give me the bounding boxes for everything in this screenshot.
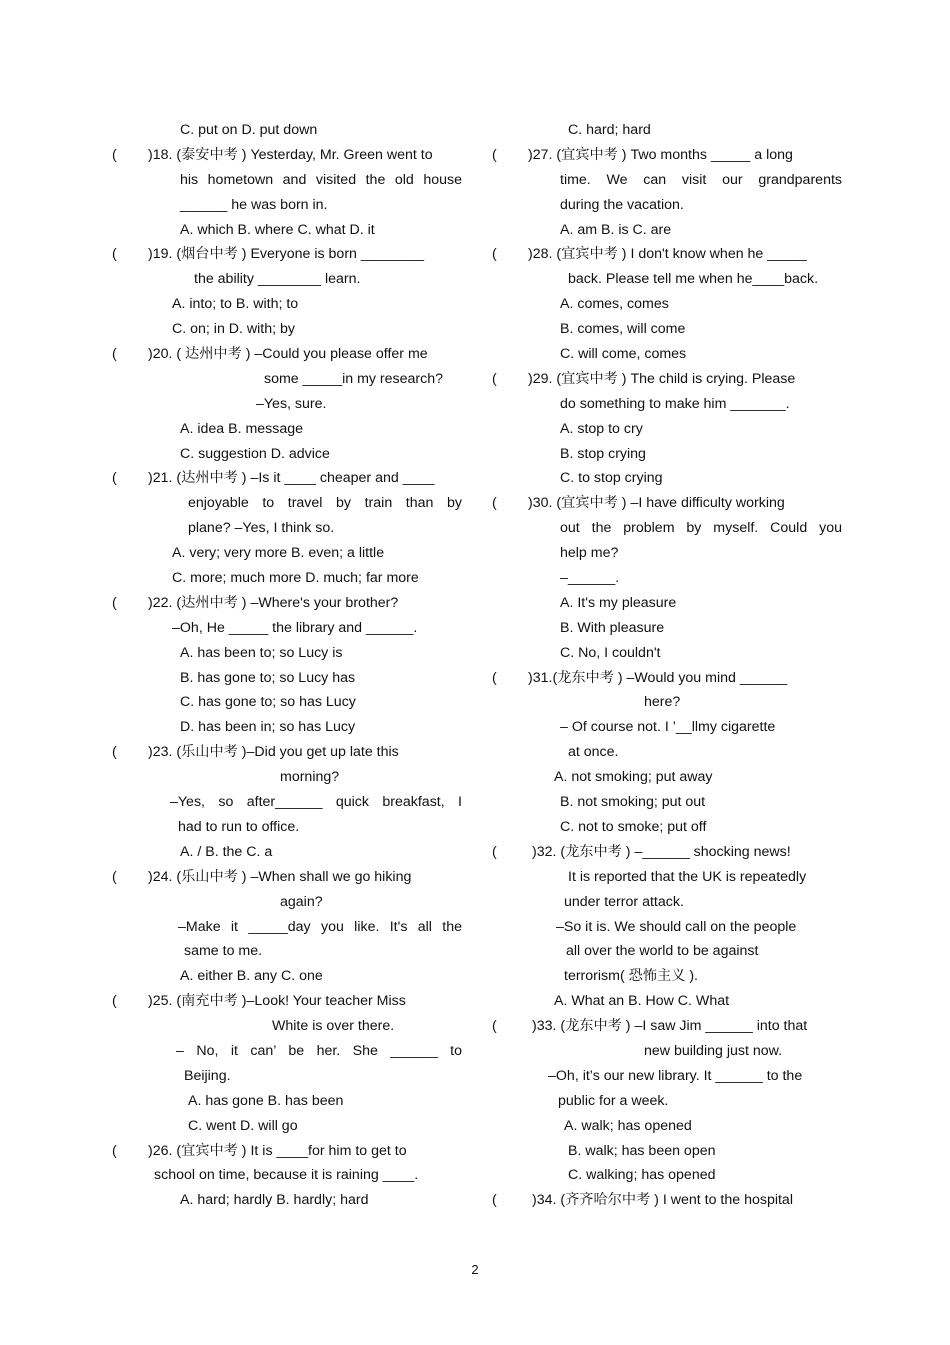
answer-blank-paren: ( bbox=[492, 669, 497, 686]
answer-blank-paren: ( bbox=[492, 246, 497, 263]
line-text: A. not smoking; put away bbox=[554, 769, 713, 786]
answer-blank-paren: ( bbox=[492, 495, 497, 512]
text-line bbox=[492, 118, 842, 143]
text-line bbox=[492, 242, 842, 267]
answer-blank-paren: ( bbox=[492, 843, 497, 860]
line-text: )29. (宜宾中考 ) The child is crying. Please bbox=[528, 370, 796, 387]
text-line bbox=[492, 1089, 842, 1114]
text-line bbox=[112, 740, 462, 765]
text-line bbox=[492, 292, 842, 317]
line-text: during the vacation. bbox=[560, 196, 684, 213]
line-text: )24. (乐山中考 ) –When shall we go hiking bbox=[148, 868, 412, 885]
left-column bbox=[112, 118, 462, 1213]
line-text: B. has gone to; so Lucy has bbox=[180, 669, 356, 686]
text-line bbox=[492, 143, 842, 168]
text-line bbox=[112, 541, 462, 566]
line-text: plane? –Yes, I think so. bbox=[188, 520, 335, 537]
text-line bbox=[492, 915, 842, 940]
line-text: C. to stop crying bbox=[560, 470, 663, 487]
line-text: )32. (龙东中考 ) –______ shocking news! bbox=[532, 843, 791, 860]
line-text: A. It's my pleasure bbox=[560, 594, 677, 611]
text-line bbox=[492, 865, 842, 890]
text-line bbox=[492, 1139, 842, 1164]
line-text: )18. (泰安中考 ) Yesterday, Mr. Green went to bbox=[148, 146, 433, 163]
line-text: A. stop to cry bbox=[560, 420, 643, 437]
line-text: B. not smoking; put out bbox=[560, 794, 706, 811]
line-text: A. walk; has opened bbox=[564, 1117, 692, 1134]
text-line bbox=[112, 267, 462, 292]
answer-blank-paren: ( bbox=[112, 594, 117, 611]
line-text: morning? bbox=[280, 769, 340, 786]
line-text: )22. (达州中考 ) –Where's your brother? bbox=[148, 594, 399, 611]
line-text: C. hard; hard bbox=[568, 122, 651, 138]
answer-blank-paren: ( bbox=[112, 346, 117, 363]
line-text: some _____in my research? bbox=[264, 370, 444, 387]
line-text: A. which B. where C. what D. it bbox=[180, 221, 375, 238]
line-text: It is reported that the UK is repeatedly bbox=[568, 868, 807, 885]
text-line bbox=[112, 641, 462, 666]
line-text: A. into; to B. with; to bbox=[172, 296, 299, 313]
line-text: – Of course not. I ’__llmy cigarette bbox=[560, 719, 776, 736]
text-line bbox=[112, 1039, 462, 1064]
line-text: C. put on D. put down bbox=[180, 122, 318, 138]
line-text: A. idea B. message bbox=[180, 420, 304, 437]
text-line bbox=[492, 541, 842, 566]
line-text: A. either B. any C. one bbox=[180, 968, 323, 985]
line-text: A. / B. the C. a bbox=[180, 843, 273, 860]
text-line bbox=[112, 591, 462, 616]
text-line bbox=[492, 516, 842, 541]
text-line bbox=[112, 616, 462, 641]
line-text: )25. (南充中考 )–Look! Your teacher Miss bbox=[148, 993, 406, 1010]
text-line bbox=[492, 566, 842, 591]
text-line bbox=[492, 690, 842, 715]
line-text: C. No, I couldn't bbox=[560, 644, 661, 661]
line-text: ______ he was born in. bbox=[180, 196, 328, 213]
line-text: A. has gone B. has been bbox=[188, 1092, 344, 1109]
line-text: at once. bbox=[568, 744, 619, 761]
line-text: again? bbox=[280, 893, 323, 910]
answer-blank-paren: ( bbox=[112, 246, 117, 263]
line-text: back. Please tell me when he____back. bbox=[568, 271, 819, 288]
text-line bbox=[492, 890, 842, 915]
text-line bbox=[492, 989, 842, 1014]
answer-blank-paren: ( bbox=[492, 370, 497, 387]
line-text: –Oh, it’s our new library. It ______ to the bbox=[548, 1067, 803, 1084]
answer-blank-paren: ( bbox=[112, 868, 117, 885]
text-line bbox=[492, 317, 842, 342]
line-text: )23. (乐山中考 )–Did you get up late this bbox=[148, 744, 399, 761]
line-text: –Yes, sure. bbox=[256, 395, 327, 412]
text-line bbox=[492, 790, 842, 815]
line-text: )33. (龙东中考 ) –I saw Jim ______ into that bbox=[532, 1018, 808, 1035]
text-line bbox=[492, 417, 842, 442]
line-text: C. went D. will go bbox=[188, 1117, 298, 1134]
line-text: )30. (宜宾中考 ) –I have difficulty working bbox=[528, 495, 785, 512]
line-text: public for a week. bbox=[558, 1092, 669, 1109]
answer-blank-paren: ( bbox=[492, 146, 497, 163]
line-text: )26. (宜宾中考 ) It is ____for him to get to bbox=[148, 1142, 407, 1159]
text-line bbox=[112, 292, 462, 317]
text-line bbox=[492, 1014, 842, 1039]
line-text: do something to make him _______. bbox=[560, 395, 790, 412]
answer-blank-paren: ( bbox=[112, 993, 117, 1010]
text-line bbox=[492, 641, 842, 666]
line-text: –Oh, He _____ the library and ______. bbox=[172, 619, 418, 636]
line-text: A. What an B. How C. What bbox=[554, 993, 730, 1010]
text-line bbox=[112, 890, 462, 915]
text-line bbox=[112, 840, 462, 865]
text-line bbox=[492, 442, 842, 467]
line-text: B. walk; has been open bbox=[568, 1142, 716, 1159]
line-text: out the problem by myself. Could you bbox=[560, 520, 842, 537]
text-line bbox=[112, 1139, 462, 1164]
text-line bbox=[112, 715, 462, 740]
answer-blank-paren: ( bbox=[492, 1192, 497, 1209]
line-text: same to me. bbox=[184, 943, 263, 960]
text-line bbox=[492, 466, 842, 491]
line-text: )28. (宜宾中考 ) I don't know when he _____ bbox=[528, 246, 807, 263]
line-text: C. more; much more D. much; far more bbox=[172, 570, 419, 587]
text-line bbox=[492, 267, 842, 292]
line-text: new building just now. bbox=[644, 1042, 783, 1059]
text-line bbox=[492, 392, 842, 417]
line-text: C. on; in D. with; by bbox=[172, 321, 296, 338]
line-text: D. has been in; so has Lucy bbox=[180, 719, 356, 736]
text-line bbox=[492, 193, 842, 218]
text-line bbox=[492, 616, 842, 641]
text-line bbox=[492, 591, 842, 616]
text-line bbox=[112, 367, 462, 392]
line-text: had to run to office. bbox=[178, 818, 300, 835]
text-line bbox=[112, 964, 462, 989]
line-text: –______. bbox=[560, 570, 620, 587]
text-line bbox=[112, 1064, 462, 1089]
text-line bbox=[492, 715, 842, 740]
line-text: )20. ( 达州中考 ) –Could you please offer me bbox=[148, 346, 428, 363]
text-line bbox=[112, 193, 462, 218]
text-line bbox=[112, 516, 462, 541]
line-text: B. With pleasure bbox=[560, 619, 665, 636]
text-line bbox=[492, 168, 842, 193]
line-text: )19. (烟台中考 ) Everyone is born ________ bbox=[148, 246, 424, 263]
text-line bbox=[112, 242, 462, 267]
text-line bbox=[112, 143, 462, 168]
answer-blank-paren: ( bbox=[112, 744, 117, 761]
text-line bbox=[112, 765, 462, 790]
text-line bbox=[112, 342, 462, 367]
line-text: terrorism( 恐怖主义 ). bbox=[564, 968, 698, 985]
line-text: A. hard; hardly B. hardly; hard bbox=[180, 1192, 369, 1209]
line-text: A. am B. is C. are bbox=[560, 221, 672, 238]
text-line bbox=[112, 1163, 462, 1188]
line-text: )27. (宜宾中考 ) Two months _____ a long bbox=[528, 146, 793, 163]
line-text: –Yes, so after______ quick breakfast, I bbox=[170, 794, 462, 811]
line-text: C. will come, comes bbox=[560, 346, 687, 363]
text-line bbox=[492, 1163, 842, 1188]
text-line bbox=[492, 218, 842, 243]
line-text: )31.(龙东中考 ) –Would you mind ______ bbox=[528, 669, 788, 686]
line-text: A. very; very more B. even; a little bbox=[172, 545, 385, 562]
answer-blank-paren: ( bbox=[112, 470, 117, 487]
text-line bbox=[112, 666, 462, 691]
line-text: White is over there. bbox=[272, 1018, 395, 1035]
text-line bbox=[492, 939, 842, 964]
line-text: –Make it _____day you like. It's all the bbox=[178, 918, 462, 935]
text-line bbox=[492, 964, 842, 989]
line-text: )34. (齐齐哈尔中考 ) I went to the hospital bbox=[532, 1192, 793, 1209]
text-line bbox=[112, 442, 462, 467]
text-line bbox=[112, 690, 462, 715]
line-text: B. stop crying bbox=[560, 445, 646, 462]
text-line bbox=[112, 1114, 462, 1139]
text-line bbox=[112, 1188, 462, 1213]
line-text: all over the world to be against bbox=[566, 943, 759, 960]
line-text: C. walking; has opened bbox=[568, 1167, 716, 1184]
answer-blank-paren: ( bbox=[112, 146, 117, 163]
text-line bbox=[112, 466, 462, 491]
right-column bbox=[492, 118, 842, 1213]
line-text: Beijing. bbox=[184, 1067, 231, 1084]
text-line bbox=[492, 666, 842, 691]
text-line bbox=[112, 218, 462, 243]
line-text: help me? bbox=[560, 545, 619, 562]
line-text: B. comes, will come bbox=[560, 321, 686, 338]
page-number: 2 bbox=[471, 1262, 479, 1277]
text-line bbox=[112, 939, 462, 964]
line-text: )21. (达州中考 ) –Is it ____ cheaper and ____ bbox=[148, 470, 435, 487]
line-text: time. We can visit our grandparents bbox=[560, 171, 842, 188]
line-text: – No, it can’ be her. She ______ to bbox=[176, 1042, 462, 1059]
text-line bbox=[112, 1089, 462, 1114]
line-text: C. not to smoke; put off bbox=[560, 818, 707, 835]
text-line bbox=[112, 491, 462, 516]
text-line bbox=[112, 392, 462, 417]
text-line bbox=[112, 915, 462, 940]
text-line bbox=[492, 765, 842, 790]
line-text: C. suggestion D. advice bbox=[180, 445, 330, 462]
text-line bbox=[492, 1039, 842, 1064]
text-line bbox=[492, 1114, 842, 1139]
text-line bbox=[112, 790, 462, 815]
text-line bbox=[112, 566, 462, 591]
text-line bbox=[112, 118, 462, 143]
text-line bbox=[492, 1188, 842, 1213]
text-line bbox=[112, 1014, 462, 1039]
text-line bbox=[112, 815, 462, 840]
line-text: the ability ________ learn. bbox=[194, 271, 361, 288]
line-text: –So it is. We should call on the people bbox=[556, 918, 797, 935]
text-line bbox=[492, 342, 842, 367]
text-line bbox=[492, 815, 842, 840]
text-line bbox=[112, 168, 462, 193]
text-line bbox=[492, 1064, 842, 1089]
text-line bbox=[112, 317, 462, 342]
text-line bbox=[492, 367, 842, 392]
text-line bbox=[112, 865, 462, 890]
text-line bbox=[492, 740, 842, 765]
line-text: A. comes, comes bbox=[560, 296, 669, 313]
line-text: his hometown and visited the old house bbox=[180, 171, 462, 188]
text-line bbox=[112, 989, 462, 1014]
line-text: C. has gone to; so has Lucy bbox=[180, 694, 356, 711]
line-text: here? bbox=[644, 694, 681, 711]
text-line bbox=[112, 417, 462, 442]
line-text: under terror attack. bbox=[564, 893, 684, 910]
text-line bbox=[492, 840, 842, 865]
text-line bbox=[492, 491, 842, 516]
line-text: enjoyable to travel by train than by bbox=[188, 495, 462, 512]
line-text: A. has been to; so Lucy is bbox=[180, 644, 343, 661]
line-text: school on time, because it is raining ____. bbox=[154, 1167, 419, 1184]
answer-blank-paren: ( bbox=[492, 1018, 497, 1035]
answer-blank-paren: ( bbox=[112, 1142, 117, 1159]
